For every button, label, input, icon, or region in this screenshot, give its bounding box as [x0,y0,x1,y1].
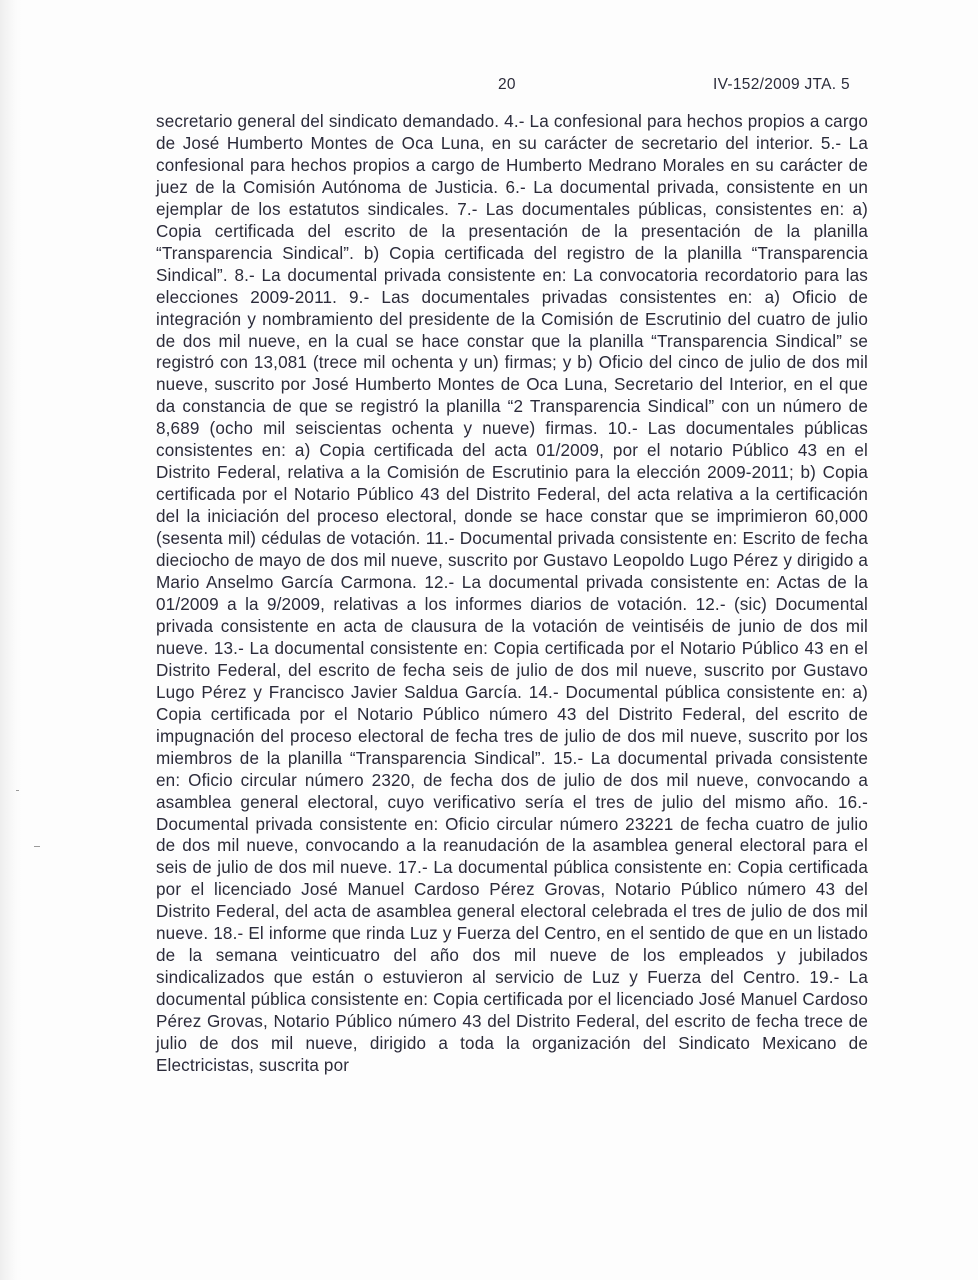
page-header [0,76,978,98]
margin-mark [16,790,19,791]
margin-mark [34,846,40,847]
body-paragraph: secretario general del sindicato demandado. 4.- La confesional para hechos propios a cargo de José Humberto Montes de Oca Luna, en su carácter de secretario del interior. 5.- La confesional para hechos propios a cargo de Humberto Medrano Morales en su carácter de juez de la Comisión Autónoma de Justicia. 6.- La documental privada, consistente en un ejemplar de los estatutos sindicales. 7.- Las documentales públicas, consistentes en: a) Copia certificada del escrito de la presentación de la presentación de la planilla “Transparencia Sindical”. b) Copia certificada del registro de la planilla “Transparencia Sindical”. 8.- La documental privada consistente en: La convocatoria recordatorio para las elecciones 2009-2011. 9.- Las documentales privadas consistentes en: a) Oficio de integración y nombramiento del presidente de la Comisión de Escrutinio del cuatro de julio de dos mil nueve, en la cual se hace constar que la planilla “Transparencia Sindical” se registró con 13,081 (trece mil ochenta y un) firmas; y b) Oficio del cinco de julio de dos mil nueve, suscrito por José Humberto Montes de Oca Luna, Secretario del Interior, en el que da constancia de que se registró la planilla “2 Transparencia Sindical” con un número de 8,689 (ocho mil seiscientas ochenta y nueve) firmas. 10.- Las documentales públicas consistentes en: a) Copia certificada del acta 01/2009, por el notario Público 43 en el Distrito Federal, relativa a la Comisión de Escrutinio para la elección 2009-2011; b) Copia certificada por el Notario Público 43 del Distrito Federal, del acta relativa a la certificación del la iniciación del proceso electoral, donde se hace constar que se imprimieron 60,000 (sesenta mil) cédulas de votación. 11.- Documental privada consistente en: Escrito de fecha dieciocho de mayo de dos mil nueve, suscrito por Gustavo Leopoldo Lugo Pérez y dirigido a Mario Anselmo García Carmona. 12.- La documental privada consistente en: Actas de la 01/2009 a la 9/2009, relativas a los informes diarios de votación. 12.- (sic) Documental privada consistente en acta de clausura de la votación de veintiséis de junio de dos mil nueve. 13.- La documental consistente en: Copia certificada por el Notario Público 43 en el Distrito Federal, del escrito de fecha seis de julio de dos mil nueve, suscrito por Gustavo Lugo Pérez y Francisco Javier Saldua García. 14.- Documental pública consistente en: a) Copia certificada por el Notario Público número 43 del Distrito Federal, del escrito de impugnación del proceso electoral de fecha tres de julio de dos mil nueve, suscrito por los miembros de la planilla “Transparencia Sindical”. 15.- La documental privada consistente en: Oficio circular número 2320, de fecha dos de julio de dos mil nueve, convocando a asamblea general electoral, cuyo verificativo sería el tres de julio del mismo año. 16.- Documental privada consistente en: Oficio circular número 23221 de fecha cuatro de julio de dos mil nueve, convocando a la reanudación de la asamblea general electoral para el seis de julio de dos mil nueve. 17.- La documental pública consistente en: Copia certificada por el licenciado José Manuel Cardoso Pérez Grovas, Notario Público número 43 del Distrito Federal, del acta de asamblea general electoral celebrada el tres de julio de dos mil nueve. 18.- El informe que rinda Luz y Fuerza del Centro, en el sentido de que en un listado de la semana veinticuatro del año dos mil nueve de los empleados y jubilados sindicalizados que están o estuvieron al servicio de Luz y Fuerza del Centro. 19.- La documental pública consistente en: Copia certificada por el licenciado José Manuel Cardoso Pérez Grovas, Notario Público número 43 del Distrito Federal, del escrito de fecha trece de julio de dos mil nueve, dirigido a toda la organización del Sindicato Mexicano de Electricistas, suscrita por [156,112,868,1075]
page-number: 20 [498,76,516,93]
case-number: IV-152/2009 JTA. 5 [713,76,850,93]
scan-edge-shadow [0,0,22,1280]
